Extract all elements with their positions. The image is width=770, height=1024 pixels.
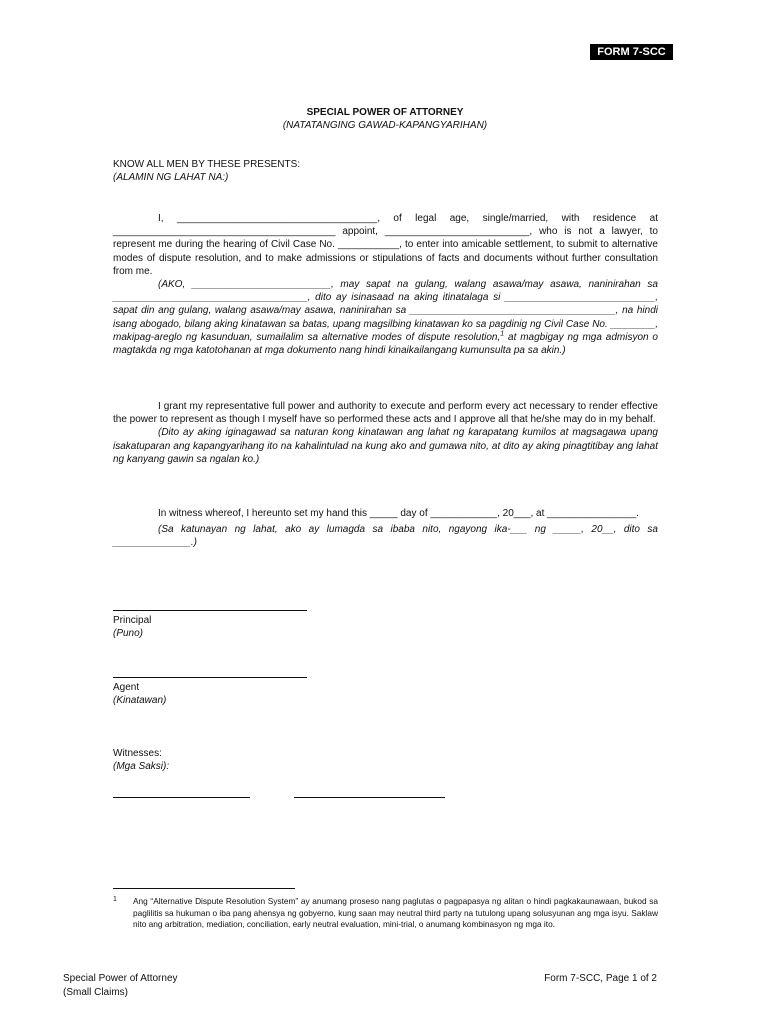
principal-signature-line[interactable] bbox=[113, 610, 307, 611]
intro-block bbox=[113, 158, 658, 184]
footer-document-type: (Small Claims) bbox=[63, 987, 128, 998]
appointment-text: I, ____________________________________, of legal age, single/married, with residence at ________________________________________ appoint, __________________________, who is not a lawyer, to represent me during the hearing of Civil Case No. ___________, to enter into amicable settlement, to submit to alternative modes of dispute resolution, and to make admissions or stipulations of facts and documents without further consultation from me. bbox=[113, 213, 658, 277]
form-badge: FORM 7-SCC bbox=[590, 44, 673, 60]
principal-label-tagalog: (Puno) bbox=[113, 628, 144, 639]
agent-label: Agent bbox=[113, 682, 140, 693]
appointment-tagalog-part-b: at magbigay ng mga admisyon o magtakda ng mga katotohanan at mga dokumento nang hindi kinaikailangang kumunsulta pa sa akin.) bbox=[113, 331, 658, 357]
appointment-tagalog-part-a: (AKO, _________________________, may sapat na gulang, walang asawa/may asawa, naninirahan sa ___________________________________, dito ay isinasaad na aking itinatalaga si ___________________________, sapat din ang gulang, walang asawa/may asawa, naninirahan sa _____________________________________, na hindi isang abogado, bilang aking kinatawan sa batas, upang magsilbing kinatawan ko sa pagdinig ng Civil Case No. ________, makipag-areglo ng kasunduan, sumailalim sa alternative modes of dispute resolution, bbox=[113, 279, 658, 343]
appointment-paragraph bbox=[113, 212, 658, 357]
intro-text-tagalog: (ALAMIN NG LAHAT NA:) bbox=[113, 172, 229, 184]
footnote bbox=[113, 896, 658, 931]
witnesses-label: Witnesses: bbox=[113, 748, 162, 759]
footnote-text: Ang “Alternative Dispute Resolution System” ay anumang proseso nang paglutas o pagpapasya ng alitan o hindi pagkakaunawaan, bukod sa paglilitis sa hukuman o iba pang ahensya ng gobyerno, kung saan may neutral third party na tutulong upang solusyunan ang mga isyu. Saklaw nito ang arbitration, mediation, conciliation, early neutral evaluation, mini-trial, o anumang kombinasyon ng mga ito. bbox=[133, 896, 658, 929]
power-text: I grant my representative full power and authority to execute and perform every act necessary to render effective the power to represent as though I myself have so performed these acts and I approve all that he/she may do in my behalf. bbox=[113, 401, 658, 426]
witness-1-signature-line[interactable] bbox=[113, 797, 250, 798]
witness-text-tagalog: (Sa katunayan ng lahat, ako ay lumagda sa ibaba nito, ngayong ika-___ ng _____, 20__, dito sa ______________.) bbox=[113, 524, 658, 549]
appointment-text-tagalog bbox=[113, 278, 658, 357]
witness-text: In witness whereof, I hereunto set my hand this _____ day of ____________, 20___, at ________________. bbox=[158, 508, 639, 519]
document-title: SPECIAL POWER OF ATTORNEY bbox=[306, 107, 464, 118]
footer-document-name: Special Power of Attorney bbox=[63, 973, 178, 984]
agent-signature-line[interactable] bbox=[113, 677, 307, 678]
witness-2-signature-line[interactable] bbox=[294, 797, 445, 798]
witnesses-label-tagalog: (Mga Saksi): bbox=[113, 761, 170, 772]
document-subtitle: (NATATANGING GAWAD-KAPANGYARIHAN) bbox=[282, 120, 488, 131]
footer-page-number: Form 7-SCC, Page 1 of 2 bbox=[544, 973, 657, 984]
footnote-rule bbox=[113, 888, 295, 889]
power-text-tagalog: (Dito ay aking iginagawad sa naturan kong kinatawan ang lahat ng karapatang kumilos at magsagawa upang isakatuparan ang kapangyarihang ito na kahalintulad na kung ako and gumawa nito, at dito ay aking pinagtitibay ang lahat ng kanyang gawin sa ngalan ko.) bbox=[113, 427, 658, 465]
footnote-ref: 1 bbox=[500, 330, 505, 338]
footnote-number: 1 bbox=[113, 896, 117, 903]
agent-label-tagalog: (Kinatawan) bbox=[113, 695, 167, 706]
intro-text: KNOW ALL MEN BY THESE PRESENTS: bbox=[113, 159, 301, 170]
power-paragraph bbox=[113, 400, 658, 466]
witness-paragraph bbox=[113, 507, 658, 550]
principal-label: Principal bbox=[113, 615, 152, 626]
footer-left bbox=[63, 972, 178, 1000]
